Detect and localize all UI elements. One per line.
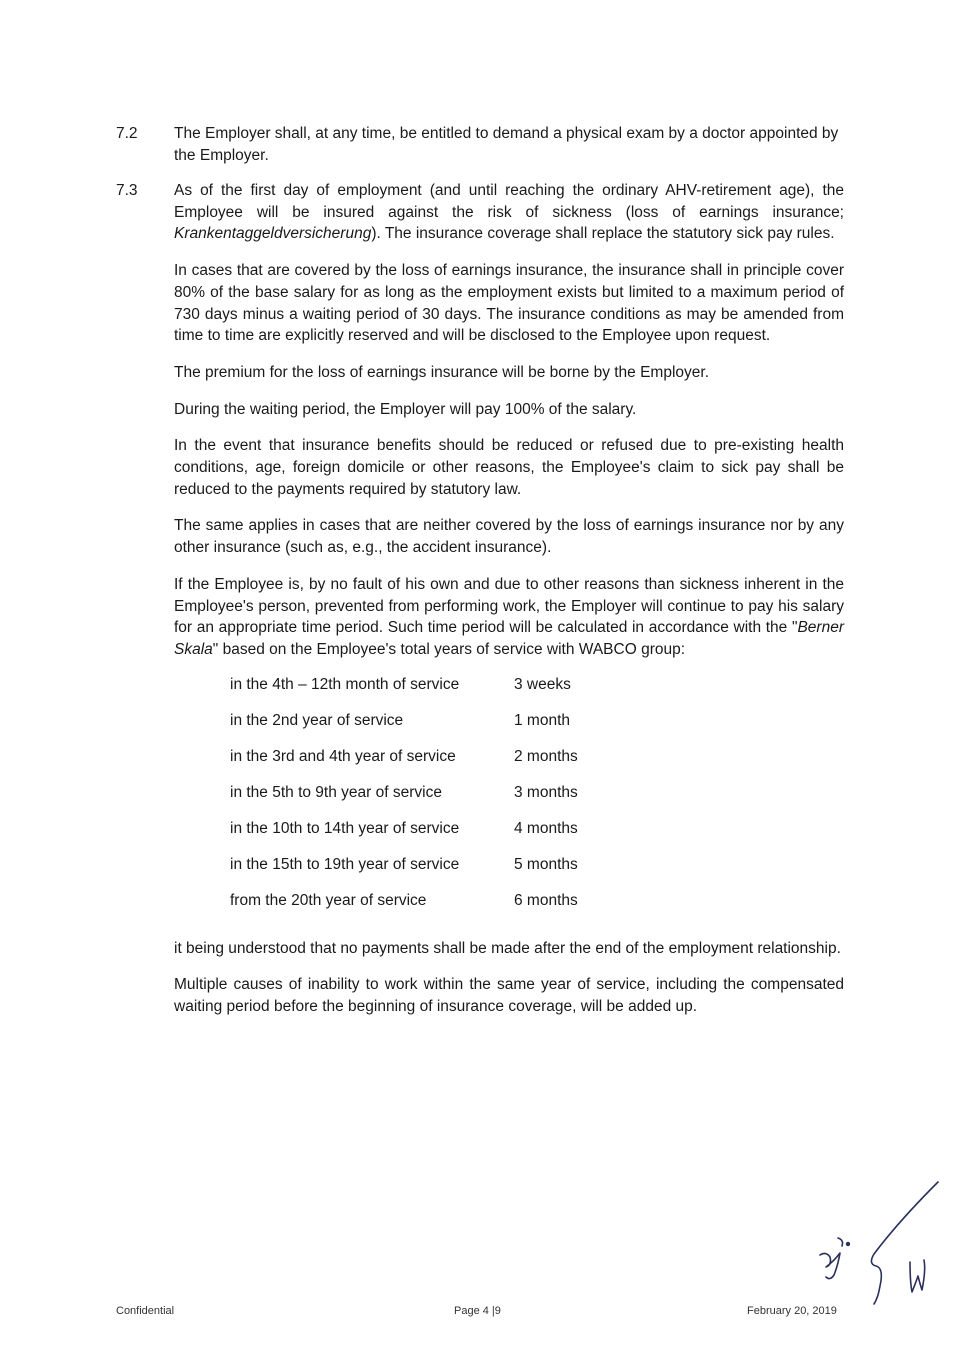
paragraph-coverage: In cases that are covered by the loss of earnings insurance, the insurance shall in principle cover 80% of the base salary for as long as the employment exists but limited to a maximum period of 730 days minus a waiting period of 30 days. The insurance conditions as may be amended from time to time are explicitly reserved and will be disclosed to the Employee upon request. (174, 262, 844, 345)
service-period: in the 10th to 14th year of service (230, 819, 460, 837)
service-period: in the 15th to 19th year of service (230, 855, 460, 873)
italic-term: Krankentaggeldversicherung (174, 225, 372, 243)
clause-number: 7.2 (116, 125, 138, 142)
paragraph-insurance-intro (174, 180, 844, 245)
pay-duration: 3 weeks (514, 675, 571, 693)
pay-duration: 5 months (514, 855, 578, 873)
clause-7-2 (116, 123, 844, 181)
service-period: in the 5th to 9th year of service (230, 783, 442, 801)
table-row (230, 676, 634, 712)
footer-date: February 20, 2019 (747, 1305, 837, 1317)
service-period: in the 4th – 12th month of service (230, 675, 460, 693)
table-row (230, 784, 634, 820)
paragraph-berner-skala (174, 574, 844, 661)
clause-number: 7.3 (116, 182, 138, 199)
pay-duration: 4 months (514, 819, 578, 837)
service-period: in the 3rd and 4th year of service (230, 747, 456, 765)
pay-duration: 2 months (514, 747, 578, 765)
paragraph-waiting-period: During the waiting period, the Employer will pay 100% of the salary. (174, 400, 637, 418)
service-period: from the 20th year of service (230, 891, 427, 909)
clause-paragraph: The Employer shall, at any time, be entitled to demand a physical exam by a doctor appointed by the Employer. (174, 125, 839, 164)
paragraph-reduced-benefits: In the event that insurance benefits should be reduced or refused due to pre-existing health conditions, age, foreign domicile or other reasons, the Employee's claim to sick pay shall be reduced to the payments required by statutory law. (174, 437, 844, 498)
clause-7-3 (116, 180, 844, 1033)
text-run: If the Employee is, by no fault of his own and due to other reasons than sickness inherent in the Employee's person, prevented from performing work, the Employer will continue to pay his salary for an appropriate time period. Such time period will be calculated in accordance with the " (174, 575, 844, 637)
handwritten-initials (810, 1180, 940, 1310)
service-period: in the 2nd year of service (230, 711, 404, 729)
berner-skala-table (230, 676, 634, 928)
table-row (230, 748, 634, 784)
paragraph-same-applies: The same applies in cases that are neither covered by the loss of earnings insurance nor by any other insurance (such as, e.g., the accident insurance). (174, 517, 844, 557)
footer-confidential: Confidential (116, 1305, 175, 1317)
table-row (230, 712, 634, 748)
pay-duration: 3 months (514, 783, 578, 801)
paragraph-multiple-causes: Multiple causes of inability to work within the same year of service, including the compensated waiting period before the beginning of insurance coverage, will be added up. (174, 976, 844, 1016)
pay-duration: 1 month (514, 711, 571, 729)
text-run: ). The insurance coverage shall replace the statutory sick pay rules. (371, 225, 835, 243)
table-row (230, 892, 634, 928)
text-run: As of the first day of employment (and until reaching the ordinary AHV-retirement age), the Employee will be insured against the risk of sickness (loss of earnings insurance; (174, 182, 844, 221)
text-run: " based on the Employee's total years of service with WABCO group: (212, 640, 686, 658)
paragraph-no-payments: it being understood that no payments shall be made after the end of the employment relationship. (174, 939, 841, 957)
pay-duration: 6 months (514, 891, 578, 909)
table-row (230, 856, 634, 892)
footer-page-number: Page 4 |9 (454, 1305, 501, 1317)
paragraph-premium: The premium for the loss of earnings insurance will be borne by the Employer. (174, 363, 710, 381)
table-row (230, 820, 634, 856)
italic-term: Berner Skala (174, 619, 844, 658)
